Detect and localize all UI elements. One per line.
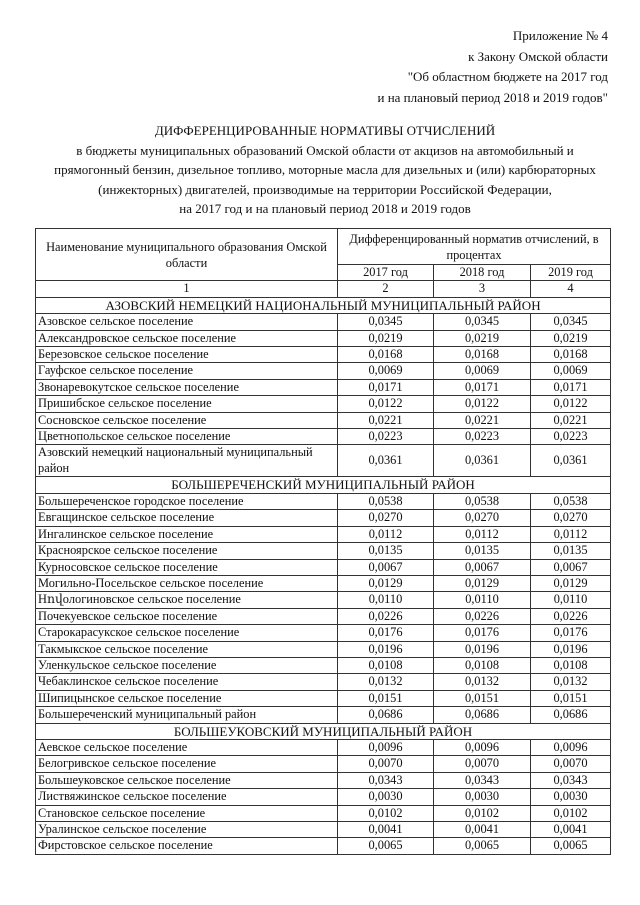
table-row	[36, 805, 611, 821]
municipality-name: Могильно-Посельское сельское поселение	[36, 575, 338, 591]
municipality-name: Уленкульское сельское поселение	[36, 657, 338, 673]
norm-value-2017: 0,0069	[338, 363, 434, 379]
norm-value-2019: 0,0343	[531, 772, 611, 788]
norm-value-2017: 0,0129	[338, 575, 434, 591]
norm-value-2019: 0,0345	[531, 314, 611, 330]
norm-value-2018: 0,0221	[434, 412, 531, 428]
norm-value-2018: 0,0069	[434, 363, 531, 379]
section-row	[36, 297, 611, 313]
norm-value-2017: 0,0538	[338, 493, 434, 509]
norm-value-2017: 0,0030	[338, 789, 434, 805]
norm-value-2018: 0,0110	[434, 592, 531, 608]
section-title: БОЛЬШЕУКОВСКИЙ МУНИЦИПАЛЬНЫЙ РАЙОН	[36, 723, 611, 739]
norm-value-2017: 0,0219	[338, 330, 434, 346]
norm-value-2017: 0,0135	[338, 543, 434, 559]
title-line: (инжекторных) двигателей, производимые на территории Российской Федерации,	[98, 181, 552, 197]
table-row	[36, 493, 611, 509]
norm-value-2019: 0,0270	[531, 510, 611, 526]
norm-value-2017: 0,0041	[338, 822, 434, 838]
table-row	[36, 772, 611, 788]
norm-value-2018: 0,0070	[434, 756, 531, 772]
norm-value-2017: 0,0343	[338, 772, 434, 788]
norm-value-2019: 0,0102	[531, 805, 611, 821]
norm-value-2018: 0,0132	[434, 674, 531, 690]
norm-value-2019: 0,0069	[531, 363, 611, 379]
appendix-line: "Об областном бюджете на 2017 год	[407, 69, 608, 84]
norm-value-2019: 0,0041	[531, 822, 611, 838]
norm-value-2018: 0,0538	[434, 493, 531, 509]
table-row	[36, 657, 611, 673]
appendix-line: к Закону Омской области	[468, 48, 608, 64]
table-row	[36, 625, 611, 641]
title-line: прямогонный бензин, дизельное топливо, моторные масла для дизельных и (или) карбюраторных	[54, 162, 596, 178]
municipality-name: Ингалинское сельское поселение	[36, 526, 338, 542]
table-row	[36, 445, 611, 477]
norm-value-2019: 0,0065	[531, 838, 611, 854]
municipality-name: Цветнопольское сельское поселение	[36, 429, 338, 445]
norm-value-2018: 0,0361	[434, 445, 531, 477]
norm-value-2018: 0,0135	[434, 543, 531, 559]
norm-value-2018: 0,0122	[434, 396, 531, 412]
column-header-year: 2017 год	[338, 265, 434, 281]
municipality-name: Александровское сельское поселение	[36, 330, 338, 346]
norm-value-2018: 0,0065	[434, 838, 531, 854]
section-row	[36, 477, 611, 493]
municipality-name: Чебаклинское сельское поселение	[36, 674, 338, 690]
norm-value-2018: 0,0686	[434, 707, 531, 723]
table-row	[36, 707, 611, 723]
norm-value-2019: 0,0538	[531, 493, 611, 509]
table-row	[36, 608, 611, 624]
norm-value-2017: 0,0108	[338, 657, 434, 673]
municipality-name: Азовский немецкий национальный муниципальный район	[36, 445, 338, 477]
title-line: ДИФФЕРЕНЦИРОВАННЫЕ НОРМАТИВЫ ОТЧИСЛЕНИЙ	[154, 123, 496, 138]
norm-value-2017: 0,0168	[338, 347, 434, 363]
norm-value-2019: 0,0196	[531, 641, 611, 657]
norm-value-2018: 0,0176	[434, 625, 531, 641]
column-number: 4	[531, 281, 611, 297]
column-number: 3	[434, 281, 531, 297]
municipality-name: Азовское сельское поселение	[36, 314, 338, 330]
norm-value-2018: 0,0171	[434, 379, 531, 395]
municipality-name: Уралинское сельское поселение	[36, 822, 338, 838]
norm-value-2017: 0,0345	[338, 314, 434, 330]
norm-value-2018: 0,0270	[434, 510, 531, 526]
norm-value-2017: 0,0270	[338, 510, 434, 526]
norm-value-2017: 0,0361	[338, 445, 434, 477]
norm-value-2017: 0,0221	[338, 412, 434, 428]
table-row	[36, 363, 611, 379]
norm-value-2017: 0,0065	[338, 838, 434, 854]
appendix-line: и на плановый период 2018 и 2019 годов"	[377, 89, 608, 105]
title-line: на 2017 год и на плановый период 2018 и 2019 годов	[179, 201, 471, 217]
municipality-name: Белогривское сельское поселение	[36, 756, 338, 772]
table-row	[36, 592, 611, 608]
municipality-name: Сосновское сельское поселение	[36, 412, 338, 428]
norm-value-2019: 0,0096	[531, 739, 611, 755]
norm-value-2017: 0,0102	[338, 805, 434, 821]
section-row	[36, 723, 611, 739]
municipality-name: Большереченский муниципальный район	[36, 707, 338, 723]
norm-value-2018: 0,0151	[434, 690, 531, 706]
table-row	[36, 330, 611, 346]
norm-value-2017: 0,0096	[338, 739, 434, 755]
norm-value-2017: 0,0070	[338, 756, 434, 772]
norm-value-2017: 0,0122	[338, 396, 434, 412]
norm-value-2019: 0,0361	[531, 445, 611, 477]
norm-value-2019: 0,0135	[531, 543, 611, 559]
norms-table	[35, 228, 611, 855]
norm-value-2019: 0,0221	[531, 412, 611, 428]
municipality-name: Листвяжинское сельское поселение	[36, 789, 338, 805]
table-body	[36, 297, 611, 854]
norm-value-2017: 0,0196	[338, 641, 434, 657]
norm-value-2019: 0,0112	[531, 526, 611, 542]
norm-value-2017: 0,0151	[338, 690, 434, 706]
norm-value-2019: 0,0108	[531, 657, 611, 673]
norm-value-2017: 0,0171	[338, 379, 434, 395]
table-row	[36, 575, 611, 591]
table-row	[36, 641, 611, 657]
appendix-header	[377, 26, 608, 108]
norm-value-2017: 0,0223	[338, 429, 434, 445]
table-row	[36, 674, 611, 690]
norm-value-2018: 0,0030	[434, 789, 531, 805]
norm-value-2018: 0,0226	[434, 608, 531, 624]
municipality-name: Нովологиновское сельское поселение	[36, 592, 338, 608]
norm-value-2019: 0,0122	[531, 396, 611, 412]
table-row	[36, 756, 611, 772]
norm-value-2019: 0,0030	[531, 789, 611, 805]
norm-value-2018: 0,0223	[434, 429, 531, 445]
norm-value-2019: 0,0226	[531, 608, 611, 624]
norm-value-2019: 0,0151	[531, 690, 611, 706]
table-row	[36, 526, 611, 542]
municipality-name: Такмыкское сельское поселение	[36, 641, 338, 657]
norm-value-2018: 0,0343	[434, 772, 531, 788]
norm-value-2018: 0,0108	[434, 657, 531, 673]
norm-value-2017: 0,0112	[338, 526, 434, 542]
norm-value-2018: 0,0168	[434, 347, 531, 363]
table-row	[36, 559, 611, 575]
norm-value-2018: 0,0196	[434, 641, 531, 657]
column-number: 2	[338, 281, 434, 297]
norm-value-2017: 0,0067	[338, 559, 434, 575]
municipality-name: Фирстовское сельское поселение	[36, 838, 338, 854]
norm-value-2017: 0,0226	[338, 608, 434, 624]
table-row	[36, 543, 611, 559]
table-row	[36, 429, 611, 445]
norm-value-2019: 0,0070	[531, 756, 611, 772]
title-line: в бюджеты муниципальных образований Омской области от акцизов на автомобильный и	[76, 142, 574, 158]
table-row	[36, 838, 611, 854]
table-row	[36, 379, 611, 395]
column-number: 1	[36, 281, 338, 297]
municipality-name: Березовское сельское поселение	[36, 347, 338, 363]
norm-value-2019: 0,0171	[531, 379, 611, 395]
norm-value-2018: 0,0129	[434, 575, 531, 591]
norm-value-2019: 0,0223	[531, 429, 611, 445]
table-row	[36, 739, 611, 755]
norm-value-2018: 0,0112	[434, 526, 531, 542]
municipality-name: Большереченское городское поселение	[36, 493, 338, 509]
table-row	[36, 412, 611, 428]
municipality-name: Гауфское сельское поселение	[36, 363, 338, 379]
norm-value-2019: 0,0176	[531, 625, 611, 641]
table-row	[36, 510, 611, 526]
norm-value-2018: 0,0345	[434, 314, 531, 330]
municipality-name: Пришибское сельское поселение	[36, 396, 338, 412]
norm-value-2017: 0,0132	[338, 674, 434, 690]
norm-value-2019: 0,0129	[531, 575, 611, 591]
norm-value-2019: 0,0110	[531, 592, 611, 608]
norm-value-2018: 0,0096	[434, 739, 531, 755]
municipality-name: Большеуковское сельское поселение	[36, 772, 338, 788]
table-row	[36, 347, 611, 363]
municipality-name: Становское сельское поселение	[36, 805, 338, 821]
norm-value-2019: 0,0219	[531, 330, 611, 346]
municipality-name: Звонаревокутское сельское поселение	[36, 379, 338, 395]
municipality-name: Аевское сельское поселение	[36, 739, 338, 755]
norm-value-2017: 0,0686	[338, 707, 434, 723]
norm-value-2018: 0,0102	[434, 805, 531, 821]
norm-value-2018: 0,0041	[434, 822, 531, 838]
norm-value-2019: 0,0132	[531, 674, 611, 690]
appendix-line: Приложение № 4	[512, 28, 608, 43]
norm-value-2017: 0,0176	[338, 625, 434, 641]
section-title: БОЛЬШЕРЕЧЕНСКИЙ МУНИЦИПАЛЬНЫЙ РАЙОН	[36, 477, 611, 493]
municipality-name: Красноярское сельское поселение	[36, 543, 338, 559]
table-row	[36, 690, 611, 706]
column-header-year: 2018 год	[434, 265, 531, 281]
norm-value-2019: 0,0067	[531, 559, 611, 575]
column-header-group: Дифференцированный норматив отчислений, в процентах	[338, 229, 611, 265]
table-row	[36, 822, 611, 838]
municipality-name: Курносовское сельское поселение	[36, 559, 338, 575]
norm-value-2018: 0,0219	[434, 330, 531, 346]
table-row	[36, 314, 611, 330]
norm-value-2019: 0,0686	[531, 707, 611, 723]
document-title	[10, 121, 640, 219]
municipality-name: Старокарасукское сельское поселение	[36, 625, 338, 641]
norm-value-2018: 0,0067	[434, 559, 531, 575]
column-header-year: 2019 год	[531, 265, 611, 281]
municipality-name: Евгащинское сельское поселение	[36, 510, 338, 526]
table-row	[36, 396, 611, 412]
norm-value-2019: 0,0168	[531, 347, 611, 363]
norm-value-2017: 0,0110	[338, 592, 434, 608]
table-row	[36, 789, 611, 805]
municipality-name: Шипицынское сельское поселение	[36, 690, 338, 706]
section-title: АЗОВСКИЙ НЕМЕЦКИЙ НАЦИОНАЛЬНЫЙ МУНИЦИПАЛЬНЫЙ РАЙОН	[36, 297, 611, 313]
municipality-name: Почекуевское сельское поселение	[36, 608, 338, 624]
column-header-name: Наименование муниципального образования Омской области	[36, 229, 338, 281]
